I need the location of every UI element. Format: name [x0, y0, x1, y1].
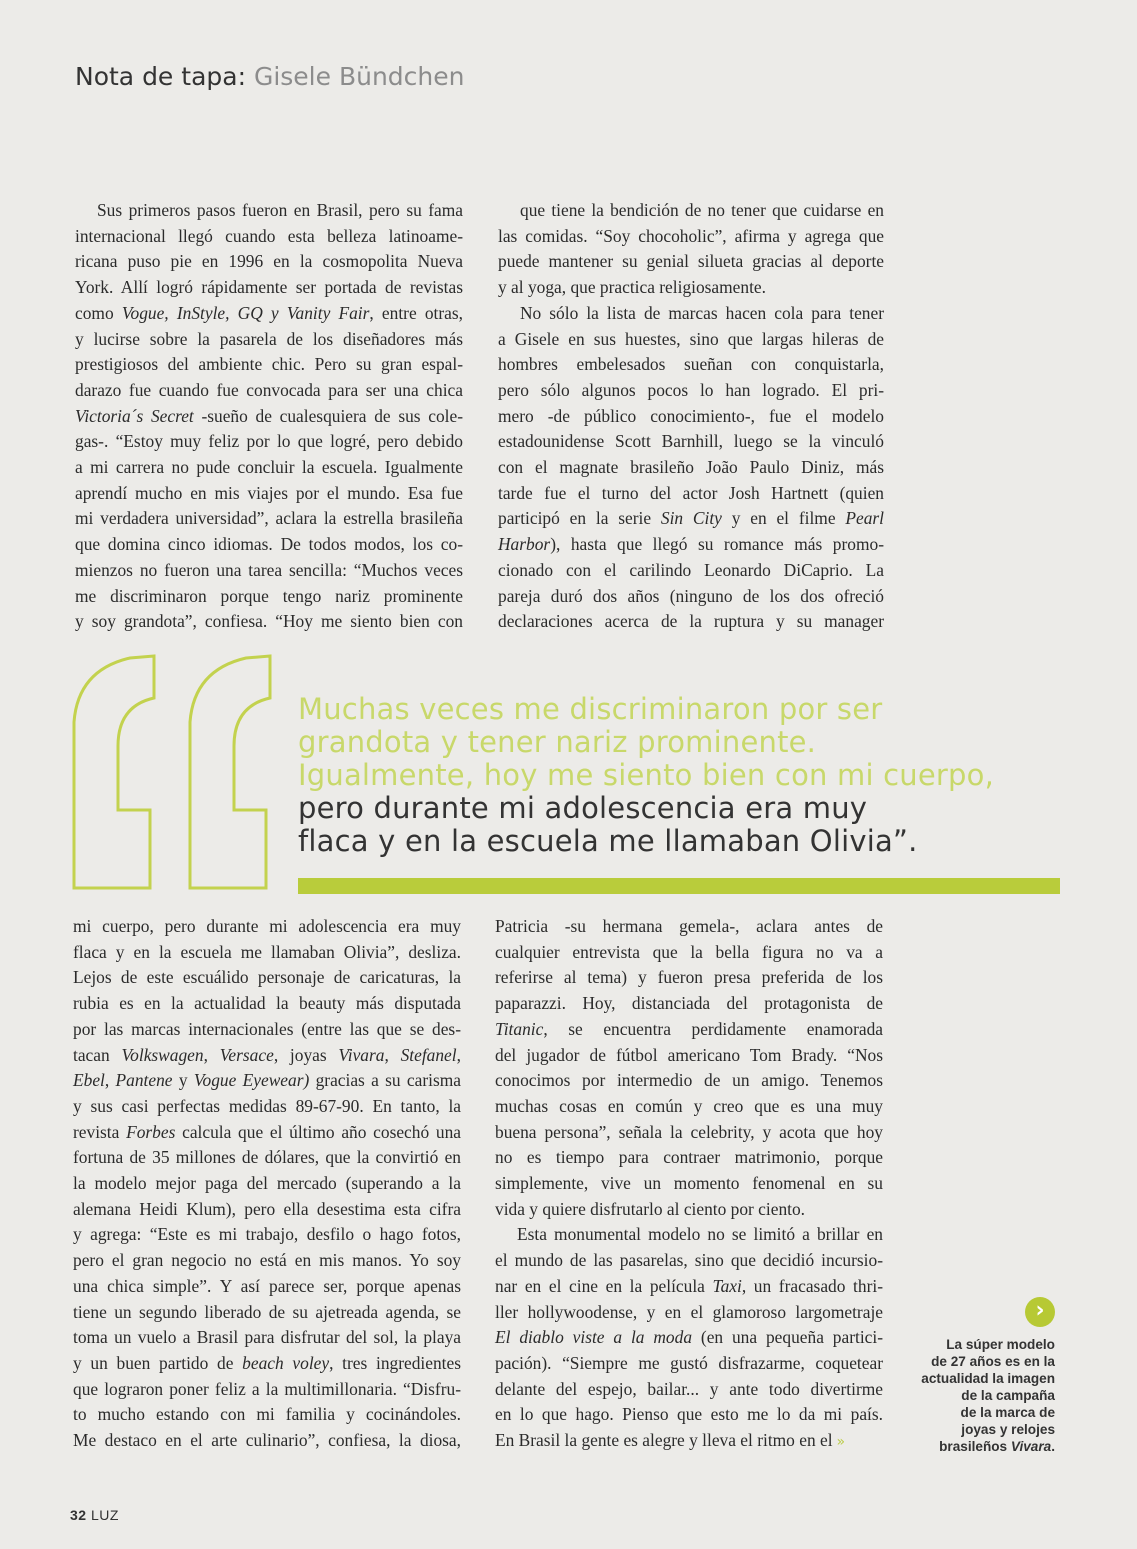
article-subject: Gisele Bündchen	[253, 62, 465, 91]
text-line: y sus casi perfectas medidas 89-67-90. En tanto, la	[73, 1095, 461, 1116]
caption-last-line: brasileños Vivara.	[939, 1439, 1055, 1454]
text-line: referirse al tema) y fueron presa preferida de los	[495, 967, 883, 988]
text-line: alemana Heidi Klum), pero ella desestima esta cifra	[73, 1198, 461, 1219]
text-line: aprendí mucho en mis viajes por el mundo. Esa fue	[75, 482, 463, 503]
text-line: mi verdadera universidad”, aclara la estrella brasileña	[75, 508, 463, 529]
text-line: Esta monumental modelo no se limitó a brillar en	[517, 1224, 883, 1245]
text-line: no es tiempo para contraer matrimonio, porque	[495, 1147, 883, 1168]
text-line: y soy grandota”, confiesa. “Hoy me siento bien con	[75, 611, 463, 632]
text-line: en lo que hago. Pienso que esto me lo da mi país.	[495, 1404, 883, 1425]
quote-mark-icon	[70, 650, 290, 895]
text-line: declaraciones acerca de la ruptura y su manager	[498, 611, 884, 632]
text-line: Me destaco en el arte culinario”, confiesa, la diosa,	[73, 1430, 461, 1451]
text-line: a Gisele en sus huestes, sino que largas hileras de	[498, 328, 884, 349]
caption-line: joyas y relojes	[961, 1422, 1055, 1437]
text-line: darazo fue cuando fue convocada para ser una chica	[75, 379, 463, 400]
text-line: muchas cosas en común y creo que es una muy	[495, 1095, 883, 1116]
text-line: mi cuerpo, pero durante mi adolescencia era muy	[73, 916, 461, 936]
pull-quote-rule	[298, 878, 1060, 894]
text-line: tarde fue el turno del actor Josh Hartnett (quien	[498, 482, 884, 503]
text-line: pareja duró dos años (ninguno de los dos ofreció	[498, 585, 884, 606]
caption-line: de 27 años es en la	[931, 1354, 1055, 1369]
text-line: a mi carrera no pude concluir la escuela. Igualmente	[75, 457, 463, 478]
text-line: que lograron poner feliz a la multimillonaria. “Disfru-	[73, 1378, 461, 1399]
text-line: El diablo viste a la moda (en una pequeña partici-	[495, 1327, 884, 1348]
text-line: simplemente, vive un momento fenomenal en su	[495, 1173, 883, 1194]
text-line: y lucirse sobre la pasarela de los diseñadores más	[75, 328, 463, 349]
continue-icon: »	[836, 1434, 846, 1451]
text-line: y un buen partido de beach voley, tres ingredientes	[73, 1352, 461, 1373]
text-line: delante del espejo, bailar... y ante todo divertirme	[495, 1378, 883, 1399]
caption-line: de la marca de	[960, 1405, 1055, 1420]
text-column-1	[75, 198, 463, 635]
text-line: la modelo mejor paga del mercado (superando a la	[73, 1173, 461, 1194]
page-footer	[70, 1507, 119, 1523]
text-line: tacan Volkswagen, Versace, joyas Vivara, Stefanel,	[73, 1044, 461, 1065]
text-line: revista Forbes calcula que el último año cosechó una	[73, 1121, 461, 1142]
text-line: puede mantener su genial silueta gracias al deporte	[498, 251, 884, 272]
pull-quote	[298, 693, 994, 858]
pull-quote-line: Igualmente, hoy me siento bien con mi cuerpo,	[298, 758, 994, 792]
text-line: una chica simple”. Y así parece ser, porque apenas	[73, 1275, 461, 1296]
text-line: fortuna de 35 millones de dólares, que la convirtió en	[73, 1147, 461, 1168]
text-line: York. Allí logró rápidamente ser portada de revistas	[75, 277, 463, 298]
text-line: pero el gran negocio no está en mis manos. Yo soy	[73, 1250, 461, 1271]
text-line: rubia es en la actualidad la beauty más disputada	[73, 993, 461, 1014]
text-line: las comidas. “Soy chocoholic”, afirma y agrega que	[498, 225, 884, 246]
text-line: estadounidense Scott Barnhill, luego se la vinculó	[498, 431, 884, 452]
text-line: internacional llegó cuando esta belleza latinoame-	[75, 225, 463, 246]
text-column-2	[498, 198, 884, 635]
text-line: me discriminaron porque tengo nariz prominente	[75, 585, 463, 606]
text-line: buena persona”, señala la celebrity, y acota que hoy	[495, 1121, 883, 1142]
text-line: Harbor), hasta que llegó su romance más promo-	[498, 534, 884, 555]
pull-quote-line: grandota y tener nariz prominente.	[298, 725, 817, 759]
text-line: Ebel, Pantene y Vogue Eyewear) gracias a su carisma	[73, 1070, 462, 1091]
text-line: vida y quiere disfrutarlo al ciento por ciento.	[495, 1198, 806, 1219]
magazine-name: LUZ	[90, 1507, 119, 1523]
text-column-3	[73, 914, 461, 1454]
text-line: tiene un segundo liberado de su ajetreada agenda, se	[73, 1301, 461, 1322]
text-line: paparazzi. Hoy, distanciada del protagonista de	[495, 993, 883, 1014]
page-header	[75, 62, 464, 91]
text-line: pación). “Siempre me gustó disfrazarme, coquetear	[495, 1352, 883, 1373]
text-column-4	[495, 914, 883, 1456]
text-line: to mucho estando con mi familia y cocinándoles.	[73, 1404, 461, 1425]
text-line: Titanic, se encuentra perdidamente enamorada	[495, 1018, 883, 1039]
text-line: Lejos de este escuálido personaje de caricaturas, la	[73, 967, 461, 988]
text-line: flaca y en la escuela me llamaban Olivia”, desliza.	[73, 941, 461, 962]
text-line: cualquier entrevista que la bella figura no va a	[495, 941, 883, 962]
text-line: del jugador de fútbol americano Tom Brady. “Nos	[495, 1044, 883, 1065]
text-line: y al yoga, que practica religiosamente.	[498, 277, 766, 298]
arrow-right-icon: ›	[1025, 1297, 1055, 1327]
text-line: Victoria´s Secret -sueño de cualesquiera de sus cole-	[75, 405, 463, 426]
text-line: ricana puso pie en 1996 en la cosmopolita Nueva	[75, 251, 463, 272]
section-label: Nota de tapa:	[75, 62, 246, 91]
text-line: En Brasil la gente es alegre y lleva el ritmo en el »	[495, 1430, 846, 1451]
text-line: hombres embelesados sueñan con conquistarla,	[498, 354, 884, 375]
text-line: mienzos no fueron una tarea sencilla: “Muchos veces	[75, 559, 463, 580]
text-line: con el magnate brasileño João Paulo Diniz, más	[498, 457, 884, 478]
text-line: pero sólo algunos pocos lo han logrado. El pri-	[498, 379, 884, 400]
page-number: 32	[70, 1507, 87, 1523]
text-line: nar en el cine en la película Taxi, un fracasado thri-	[495, 1275, 883, 1296]
caption-line: de la campaña	[961, 1388, 1055, 1403]
text-line: que tiene la bendición de no tener que cuidarse en	[520, 200, 884, 220]
text-line: conocimos por intermedio de un amigo. Tenemos	[495, 1070, 883, 1091]
text-line: prestigiosos del ambiente chic. Pero su gran espal-	[75, 354, 463, 375]
pull-quote-line: pero durante mi adolescencia era muy	[298, 791, 868, 825]
text-line: mero -de público conocimiento-, fue el modelo	[498, 405, 884, 426]
text-line: como Vogue, InStyle, GQ y Vanity Fair, entre otras,	[75, 302, 463, 323]
text-line: el mundo de las pasarelas, sino que decidió incursio-	[495, 1250, 883, 1271]
text-line: toma un vuelo a Brasil para disfrutar del sol, la playa	[73, 1327, 461, 1348]
caption-line: La súper modelo	[946, 1337, 1055, 1352]
text-line: participó en la serie Sin City y en el filme Pearl	[498, 508, 884, 529]
photo-caption	[900, 1336, 1055, 1455]
text-line: Sus primeros pasos fueron en Brasil, pero su fama	[97, 200, 463, 220]
text-line: por las marcas internacionales (entre las que se des-	[73, 1018, 461, 1039]
pull-quote-line: flaca y en la escuela me llamaban Olivia”.	[298, 824, 918, 858]
text-line: y agrega: “Este es mi trabajo, desfilo o hago fotos,	[73, 1224, 461, 1245]
text-line: Patricia -su hermana gemela-, aclara antes de	[495, 916, 883, 936]
caption-line: actualidad la imagen	[921, 1371, 1055, 1386]
text-line: que domina cinco idiomas. De todos modos, los co-	[75, 534, 463, 555]
text-line: No sólo la lista de marcas hacen cola para tener	[520, 302, 884, 323]
pull-quote-line: Muchas veces me discriminaron por ser	[298, 692, 883, 726]
text-line: cionado con el carilindo Leonardo DiCaprio. La	[498, 559, 884, 580]
text-line: gas-. “Estoy muy feliz por lo que logré, pero debido	[75, 431, 463, 452]
text-line: ller hollywoodense, y en el glamoroso largometraje	[495, 1301, 883, 1322]
